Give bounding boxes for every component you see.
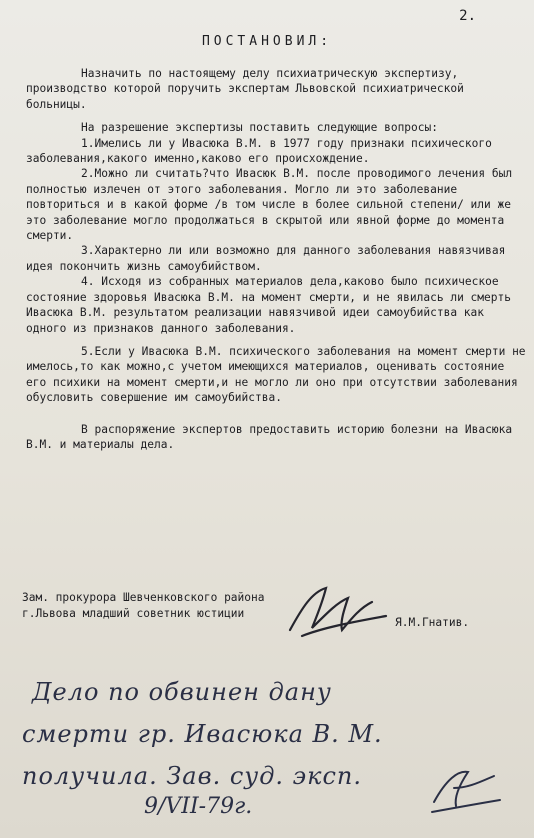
question-4: 4. Исходя из собранных материалов дела,каково было психическое состояние здоровья Ивасюка В.М. на момент смерти, и не явилась ли смерть Ивасюка В.М. результатом реализации навязчивой идеи самоубийства как одного из признаков данного заболевания. — [26, 275, 511, 335]
handwritten-note — [14, 672, 524, 832]
handwritten-signature — [282, 578, 392, 648]
page-number: 2. — [459, 8, 476, 24]
question-2: 2.Можно ли считать?что Ивасюк В.М. после проводимого лечения был полностью излечен от этого заболевания. Могло ли это заболевание повториться и в какой форме /в том числе в более сильной степени/ или же это заболевание могло продолжаться в скрытой или явной форме до момента смерти. — [26, 167, 513, 243]
handwritten-date: 9/VII-79г. — [144, 794, 253, 819]
signatory-title-line1: Зам. прокурора Шевченковского района — [22, 591, 265, 604]
paragraph-appoint: Назначить по настоящему делу психиатрическую экспертизу, производство которой поручить экспертам Львовской психиатрической больницы. — [26, 67, 464, 111]
handwritten-line-1: Дело по обвинен дану — [32, 678, 332, 706]
signatory-name: Я.М.Гнатив. — [395, 616, 470, 629]
resolution-heading: ПОСТАНОВИЛ: — [201, 34, 333, 49]
question-1: 1.Имелись ли у Ивасюка В.М. в 1977 году признаки психического заболевания,какого именно,каково его происхождение. — [26, 136, 492, 166]
question-5: 5.Если у Ивасюка В.М. психического заболевания на момент смерти не имелось,то как можно,с учетом имеющихся материалов, оценивать состояние его психики на момент смерти,и не могло ли оно при отсутствии заболевания обусловить совершение им самоубийства. — [26, 344, 526, 405]
paragraph-questions-intro: На разрешение экспертизы поставить следующие вопросы: — [81, 121, 438, 135]
signatory-title-line2: г.Львова младший советник юстиции — [22, 607, 245, 620]
paragraph-materials: В распоряжение экспертов предоставить историю болезни на Ивасюка В.М. и материалы дела. — [26, 422, 513, 451]
handwritten-initials — [424, 762, 504, 822]
resolution-body — [26, 66, 526, 452]
handwritten-line-2: смерти гр. Ивасюка В. М. — [22, 720, 383, 748]
handwritten-line-3: получила. Зав. суд. эксп. — [22, 762, 362, 790]
question-3: 3.Характерно ли или возможно для данного заболевания навязчивая идея покончить жизнь самоубийством. — [26, 244, 506, 273]
